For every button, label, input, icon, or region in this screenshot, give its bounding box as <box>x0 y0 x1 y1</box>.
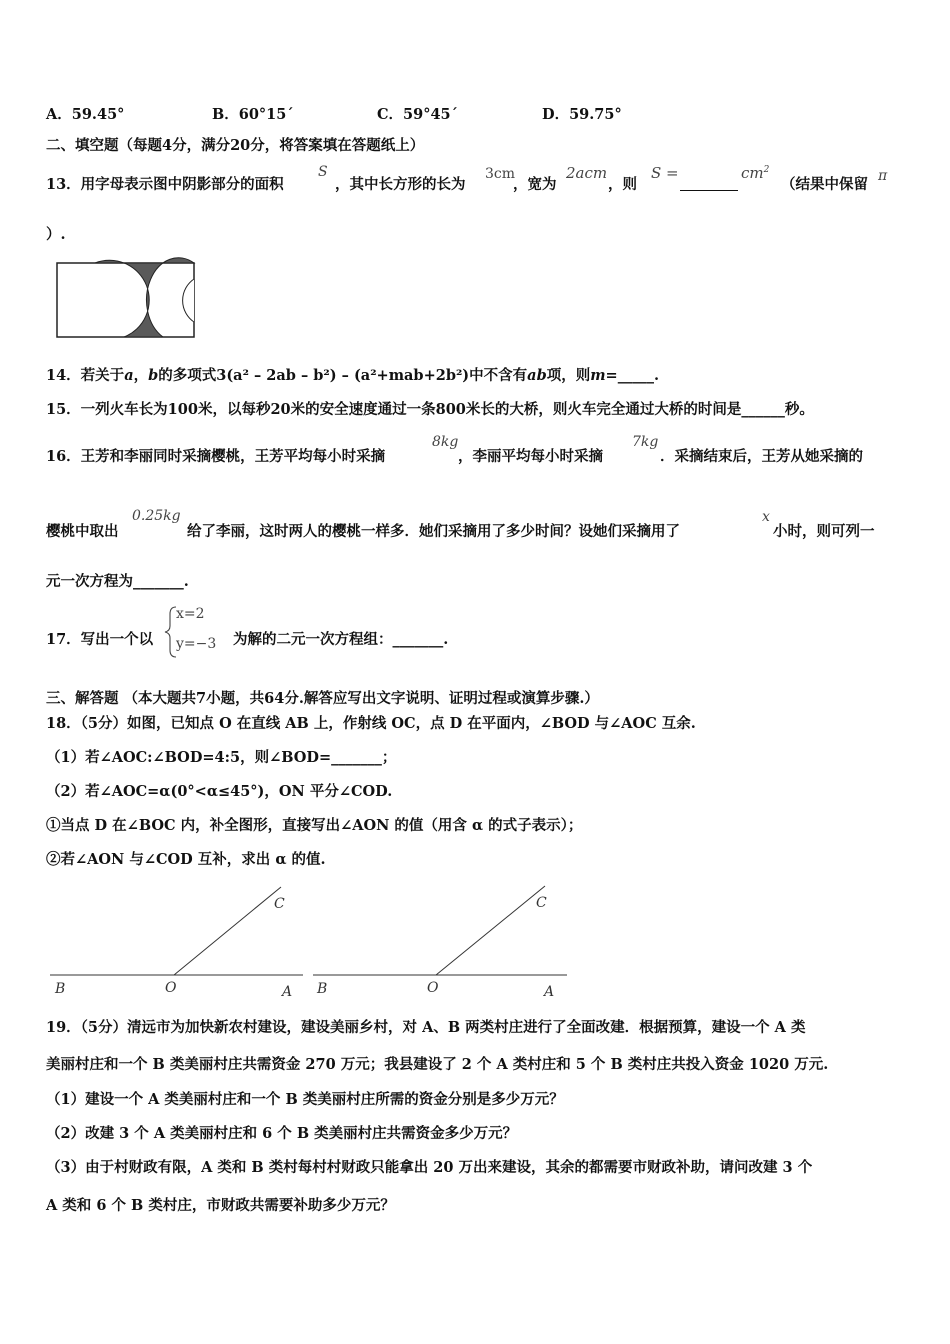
q15-line: 15．一列火车长为100米，以每秒20米的安全速度通过一条800米长的大桥，则火车完全通过大桥的时间是______秒。 <box>46 401 814 418</box>
q13-unit: $cm^2$ <box>741 164 770 182</box>
q18-fig2-label-a: A <box>544 984 555 1000</box>
q14-pre: 14．若关于 <box>46 367 125 384</box>
q18-fig1-label-b: B <box>55 981 66 997</box>
q14-mid: 的多项式 <box>158 367 217 384</box>
option-a: A．59.45° <box>46 106 125 123</box>
q17-text-1: 17．写出一个以 <box>46 631 154 648</box>
q14-comma: ， <box>133 367 149 384</box>
q14-blank: _____ <box>617 367 654 384</box>
q13-eq: S = <box>651 164 679 182</box>
q13-pi: π <box>878 168 888 184</box>
q19-line-2: 美丽村庄和一个 B 类美丽村庄共需资金 270 万元；我县建设了 2 个 A 类村庄和 5 个 B 类村庄共投入资金 1020 万元. <box>46 1056 829 1073</box>
q18-fig2-label-c: C <box>536 895 547 911</box>
q18-line-1: 18．（5分）如图，已知点 O 在直线 AB 上，作射线 OC，点 D 在平面内，∠BOD 与∠AOC 互余. <box>46 715 696 732</box>
q18-line-2: （1）若∠AOC:∠BOD=4:5，则∠BOD=_______； <box>46 749 397 766</box>
q17-equation-y: y=−3 <box>176 636 217 652</box>
q14-polynomial: 3(a² – 2ab – b²) – (a²+mab+2b²) <box>216 367 470 384</box>
q18-fig2-ray-oc <box>436 886 545 975</box>
q13-text-1: 13．用字母表示图中阴影部分的面积 <box>46 176 284 193</box>
q18-line-5: ②若∠AON 与∠COD 互补，求出 α 的值. <box>46 851 326 868</box>
section-2-heading: 二、填空题（每题4分，满分20分，将答案填在答题纸上） <box>46 137 425 154</box>
q16-text-1: 16．王芳和李丽同时采摘樱桃，王芳平均每小时采摘 <box>46 448 386 465</box>
q19-line-4: （2）改建 3 个 A 类美丽村庄和 6 个 B 类美丽村庄共需资金多少万元？ <box>46 1125 518 1142</box>
q13-end: ）. <box>46 226 66 243</box>
q17-text-2: 为解的二元一次方程组：_______. <box>233 631 449 648</box>
q13-text-2: ，其中长方形的长为 <box>335 176 466 193</box>
q14-end: . <box>653 367 660 384</box>
q17-equation-x: x=2 <box>176 606 205 622</box>
q14-ab: ab <box>527 367 547 384</box>
q18-fig2-label-o: O <box>427 980 439 996</box>
q19-line-6: A 类和 6 个 B 类村庄，市财政共需要补助多少万元？ <box>46 1197 395 1214</box>
q19-line-1: 19．（5分）清远市为加快新农村建设，建设美丽乡村，对 A、B 两类村庄进行了全面改建．根据预算，建设一个 A 类 <box>46 1019 806 1036</box>
q16-text-4: 樱桃中取出 <box>46 523 119 540</box>
q16-text-7: 元一次方程为_______. <box>46 573 189 590</box>
q18-fig1-label-a: A <box>282 984 293 1000</box>
q19-line-3: （1）建设一个 A 类美丽村庄和一个 B 类美丽村庄所需的资金分别是多少万元？ <box>46 1091 564 1108</box>
q14-text-3: 项，则 <box>546 367 591 384</box>
q18-line-3: （2）若∠AOC=α(0°<α≤45°)，ON 平分∠COD. <box>46 783 393 800</box>
q13-text-3: ，宽为 <box>513 176 557 193</box>
option-d: D．59.75° <box>542 106 622 123</box>
q16-value-3: 0.25kg <box>132 508 181 524</box>
section-3-heading: 三、解答题 （本大题共7小题，共64分.解答应写出文字说明、证明过程或演算步骤.） <box>46 690 599 707</box>
q16-text-5: 给了李丽，这时两人的樱桃一样多．她们采摘用了多少时间？设她们采摘用了 <box>187 523 680 540</box>
q13-length: 3cm <box>485 166 516 182</box>
q16-var-x: x <box>762 509 770 525</box>
q13-width: 2acm <box>566 164 608 182</box>
q13-text-5: （结果中保留 <box>781 176 868 193</box>
q18-fig1-ray-oc <box>174 887 281 975</box>
q13-text-4: ，则 <box>608 176 637 193</box>
q14-var-b: b <box>148 367 159 384</box>
q18-fig1-label-c: C <box>274 896 285 912</box>
q16-text-6: 小时，则可列一 <box>773 523 875 540</box>
q13-unit-exponent: 2 <box>763 165 770 175</box>
q14-m: m= <box>590 367 618 384</box>
q16-text-3: ．采摘结束后，王芳从她采摘的 <box>660 448 863 465</box>
option-b: B．60°15´ <box>212 106 294 123</box>
q18-line-4: ①当点 D 在∠BOC 内，补全图形，直接写出∠AON 的值（用含 α 的式子表示）； <box>46 817 583 834</box>
q16-text-2: ，李丽平均每小时采摘 <box>458 448 603 465</box>
q14-var-a: a <box>124 367 134 384</box>
q18-fig2-label-b: B <box>317 981 328 997</box>
q16-value-2: 7kg <box>632 434 659 450</box>
q14-text-2: 中不含有 <box>469 367 528 384</box>
q16-value-1: 8kg <box>432 434 459 450</box>
q18-fig1-label-o: O <box>165 980 177 996</box>
option-c: C．59°45´ <box>377 106 458 123</box>
q19-line-5: （3）由于村财政有限，A 类和 B 类村每村村财政只能拿出 20 万出来建设，其余的都需要市财政补助，请问改建 3 个 <box>46 1159 813 1176</box>
q13-area-symbol: S <box>318 164 328 180</box>
